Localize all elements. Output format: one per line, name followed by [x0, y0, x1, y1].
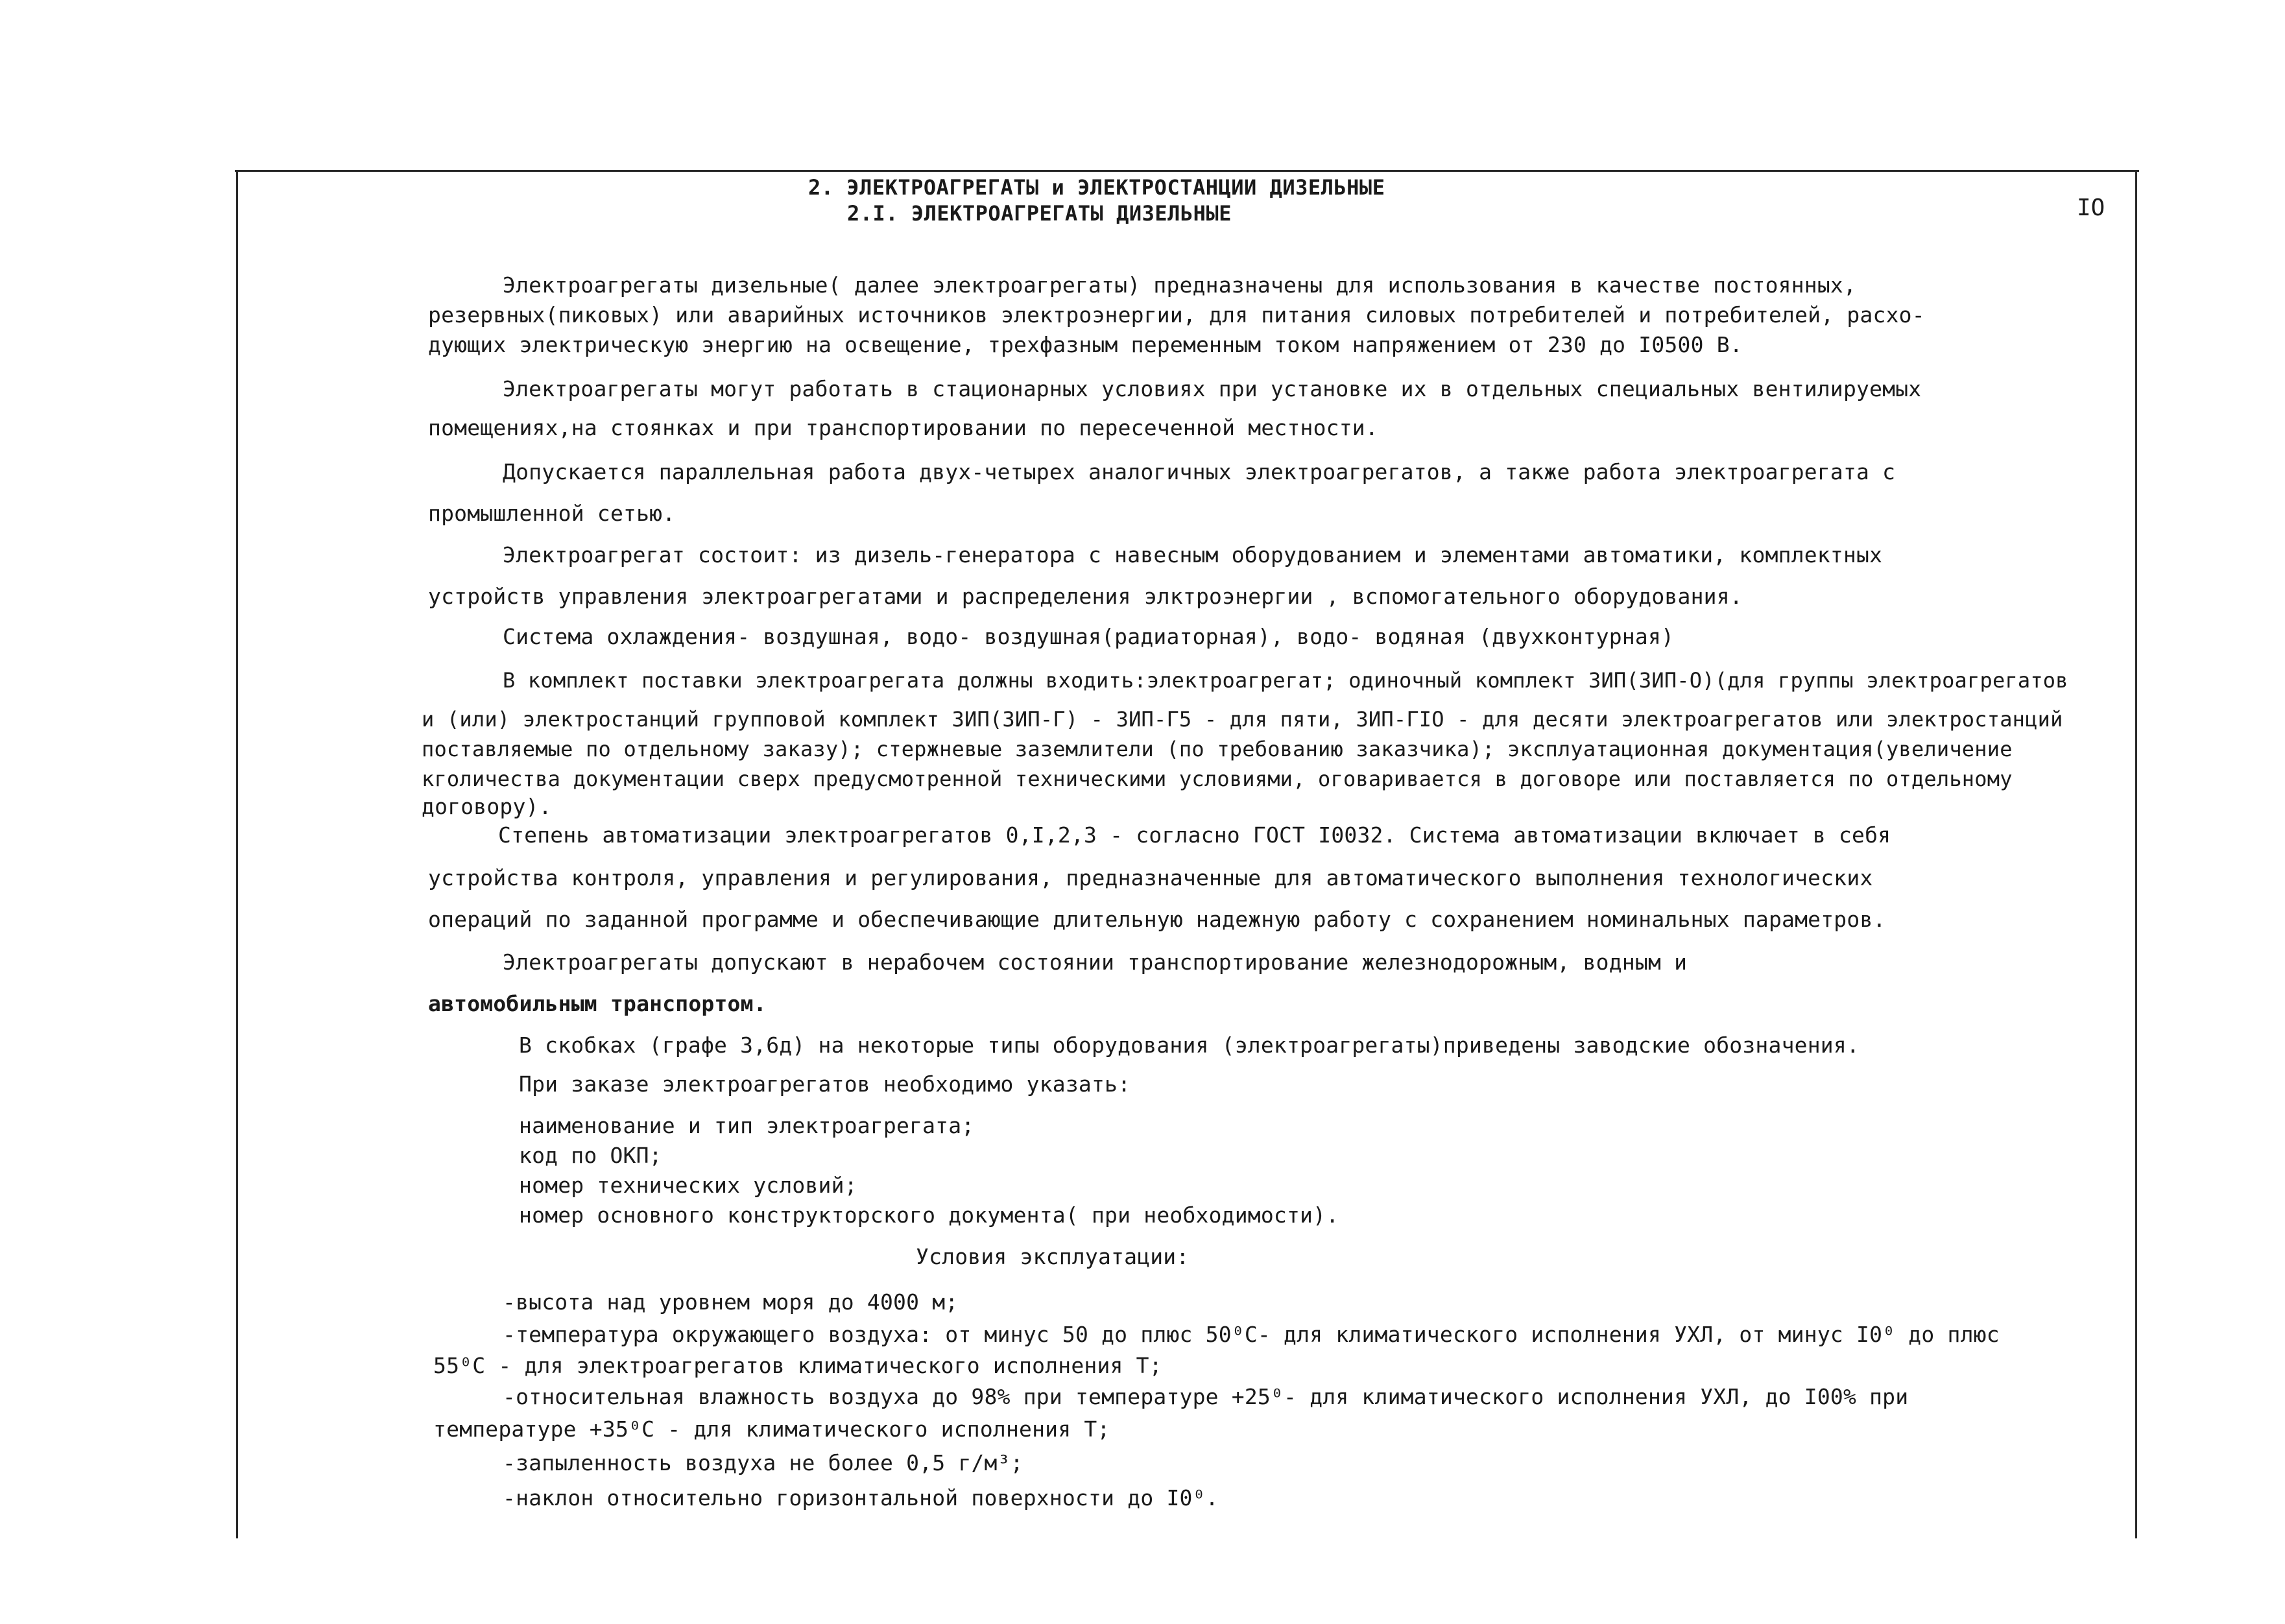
section-title: 2. ЭЛЕКТРОАГРЕГАТЫ и ЭЛЕКТРОСТАНЦИИ ДИЗЕЛЬНЫЕ — [808, 175, 1385, 200]
paragraph-line: устройств управления электроагрегатами и распределения элктроэнергии , вспомогательного оборудования. — [428, 584, 1743, 609]
paragraph-line: операций по заданной программе и обеспечивающие длительную надежную работу с сохранением номинальных параметров. — [428, 907, 1886, 932]
list-item: номер основного конструкторского документа( при необходимости). — [519, 1202, 1339, 1228]
paragraph-line: В скобках (графе 3,6д) на некоторые типы оборудования (электроагрегаты)приведены заводские обозначения. — [519, 1033, 1860, 1058]
condition-item: -температура окружающего воздуха: от минус 50 до плюс 50⁰С- для климатического исполнения УХЛ, от минус I0⁰ до плюс — [503, 1322, 2000, 1347]
condition-item: -запыленность воздуха не более 0,5 г/м³; — [503, 1450, 1023, 1475]
paragraph-line: дующих электрическую энергию на освещение, трехфазным переменным током напряжением от 230 до I0500 В. — [428, 332, 1743, 357]
list-item: наименование и тип электроагрегата; — [519, 1113, 975, 1138]
paragraph-line: Допускается параллельная работа двух-четырех аналогичных электроагрегатов, а также работа электроагрегата с — [503, 459, 1896, 484]
paragraph-line: договору). — [422, 794, 552, 819]
paragraph-line: промышленной сетью. — [428, 501, 676, 526]
paragraph-line: В комплект поставки электроагрегата должны входить:электроагрегат; одиночный комплект ЗИП(ЗИП-О)(для группы электроагрегатов — [503, 668, 2068, 693]
paragraph-line: помещениях,на стоянках и при транспортировании по пересеченной местности. — [428, 415, 1378, 440]
paragraph-line: кголичества документации сверх предусмотренной техническими условиями, оговаривается в договоре или поставляется по отдельному — [422, 767, 2013, 791]
paragraph-line: Система охлаждения- воздушная, водо- воздушная(радиаторная), водо- водяная (двухконтурная) — [503, 624, 1675, 649]
paragraph-line: и (или) электростанций групповой комплект ЗИП(ЗИП-Г) - ЗИП-Г5 - для пяти, ЗИП-ГIO - для десяти электроагрегатов или электростанций — [422, 707, 2063, 732]
frame-top-rule — [235, 170, 2139, 172]
paragraph-line: Электроагрегаты допускают в нерабочем состоянии транспортирование железнодорожным, водным и — [503, 949, 1688, 975]
paragraph-line: автомобильным транспортом. — [428, 991, 767, 1016]
condition-item: 55⁰С - для электроагрегатов климатического исполнения Т; — [433, 1353, 1162, 1378]
paragraph-line: Электроагрегаты дизельные( далее электроагрегаты) предназначены для использования в качестве постоянных, — [503, 272, 1857, 298]
condition-item: температуре +35⁰С - для климатического исполнения Т; — [433, 1416, 1110, 1442]
condition-item: -наклон относительно горизонтальной поверхности до I0⁰. — [503, 1485, 1219, 1511]
page-number: IO — [2077, 195, 2105, 221]
paragraph-line: устройства контроля, управления и регулирования, предназначенные для автоматического выполнения технологических — [428, 865, 1873, 890]
frame-left-rule — [236, 170, 238, 1538]
paragraph-line: При заказе электроагрегатов необходимо указать: — [519, 1071, 1131, 1097]
subsection-title: 2.I. ЭЛЕКТРОАГРЕГАТЫ ДИЗЕЛЬНЫЕ — [847, 201, 1232, 226]
condition-item: -высота над уровнем моря до 4000 м; — [503, 1289, 959, 1315]
list-item: номер технических условий; — [519, 1173, 857, 1198]
frame-right-rule — [2135, 170, 2137, 1538]
list-item: код по ОКП; — [519, 1143, 662, 1168]
condition-item: -относительная влажность воздуха до 98% при температуре +25⁰- для климатического исполнения УХЛ, до I00% при — [503, 1384, 1909, 1409]
paragraph-line: резервных(пиковых) или аварийных источников электроэнергии, для питания силовых потребителей и потребителей, расхо- — [428, 302, 1925, 328]
conditions-heading: Условия эксплуатации: — [916, 1244, 1190, 1269]
paragraph-line: Электроагрегат состоит: из дизель-генератора с навесным оборудованием и элементами автоматики, комплектных — [503, 542, 1883, 567]
paragraph-line: Электроагрегаты могут работать в стационарных условиях при установке их в отдельных специальных вентилируемых — [503, 376, 1922, 401]
paragraph-line: поставляемые по отдельному заказу); стержневые заземлители (по требованию заказчика); эксплуатационная документация(увеличение — [422, 737, 2013, 761]
paragraph-line: Степень автоматизации электроагрегатов 0,I,2,3 - согласно ГОСТ I0032. Система автоматизации включает в себя — [498, 822, 1891, 848]
